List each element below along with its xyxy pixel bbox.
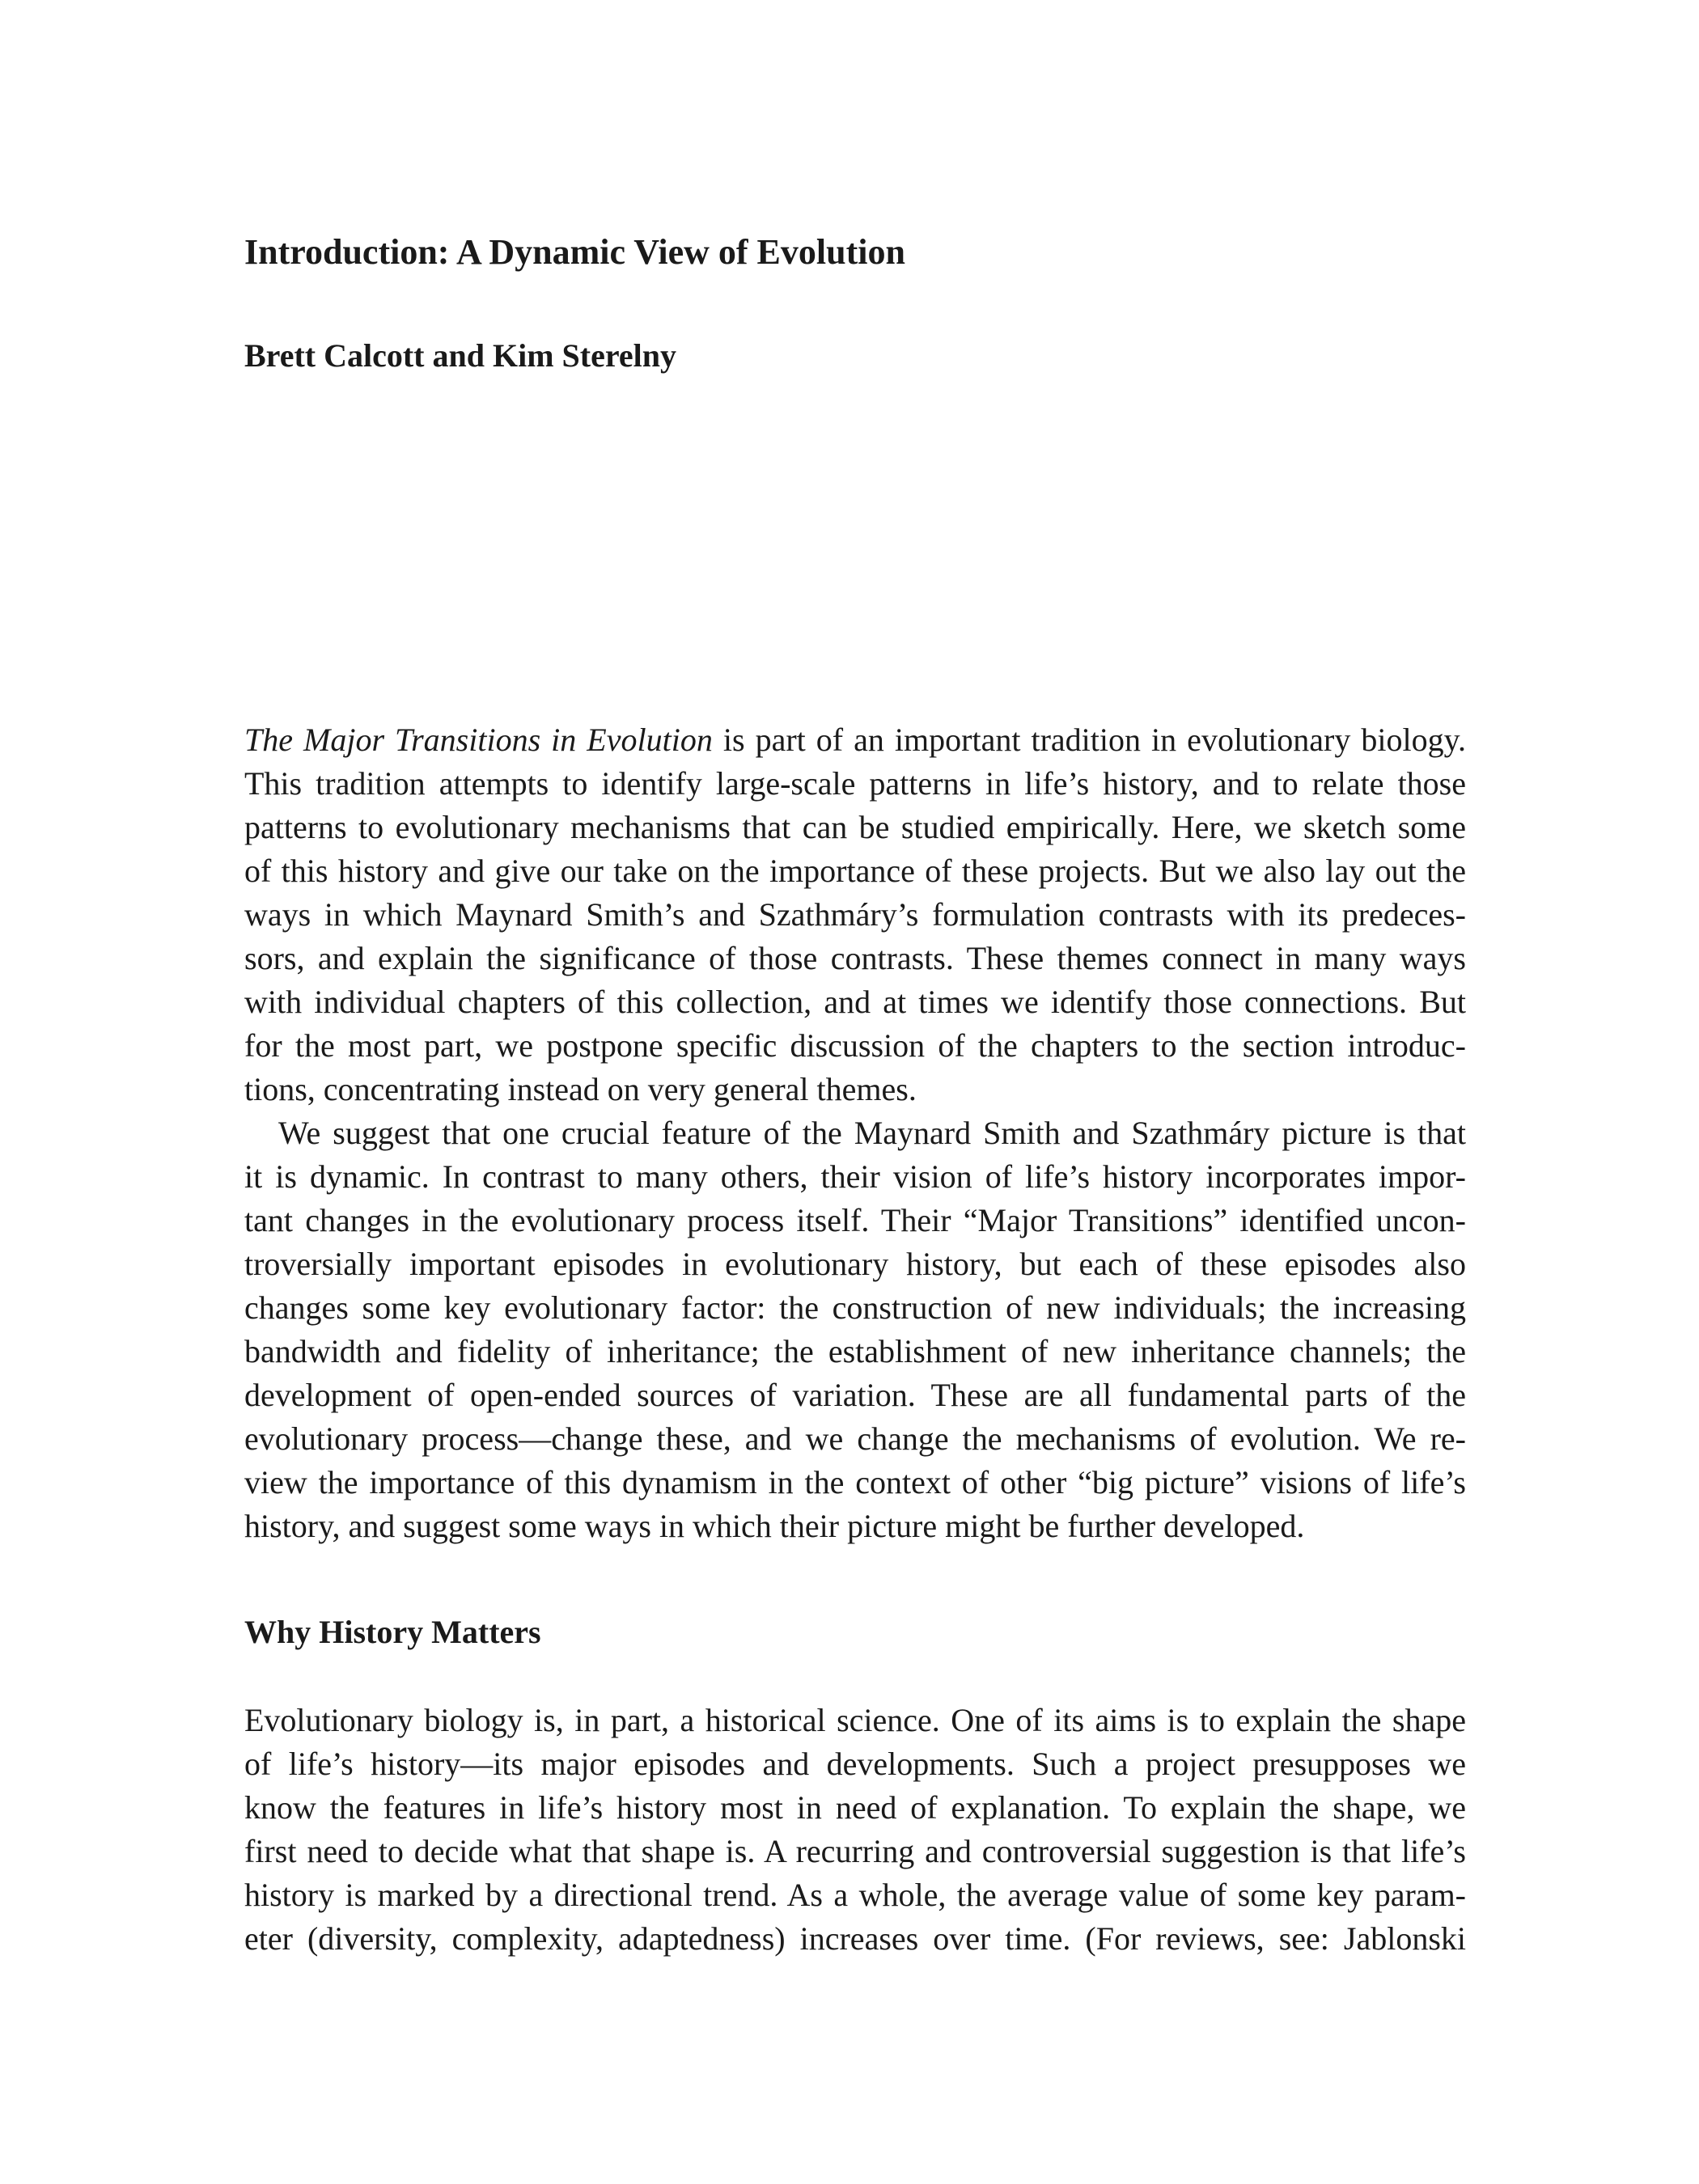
- paragraph-line: first need to decide what that shape is. A recurring and controversial suggestion is that life’s: [244, 1833, 1466, 1869]
- paragraph-line: evolutionary process—change these, and we change the mechanisms of evolution. We re-: [244, 1420, 1466, 1457]
- paragraph-line: This tradition attempts to identify large-scale patterns in life’s history, and to relate those: [244, 765, 1466, 802]
- paragraph-line-text: is part of an important tradition in evolutionary biology.: [712, 722, 1467, 758]
- section-heading: Why History Matters: [244, 1614, 541, 1650]
- paragraph-line: view the importance of this dynamism in the context of other “big picture” visions of life’s: [244, 1464, 1466, 1500]
- paragraph-line: ways in which Maynard Smith’s and Szathmáry’s formulation contrasts with its predeces-: [244, 896, 1466, 933]
- paragraph-line: it is dynamic. In contrast to many others, their vision of life’s history incorporates impor-: [244, 1158, 1466, 1195]
- paragraph-line: of this history and give our take on the importance of these projects. But we also lay out the: [244, 853, 1466, 889]
- paragraph-line: We suggest that one crucial feature of the Maynard Smith and Szathmáry picture is that: [278, 1115, 1466, 1151]
- paragraph-line: Evolutionary biology is, in part, a historical science. One of its aims is to explain the shape: [244, 1702, 1466, 1738]
- paragraph-line: eter (diversity, complexity, adaptedness) increases over time. (For reviews, see: Jablonski: [244, 1920, 1466, 1957]
- paragraph-line: with individual chapters of this collection, and at times we identify those connections. But: [244, 984, 1466, 1020]
- paragraph-line: history, and suggest some ways in which their picture might be further developed.: [244, 1508, 1305, 1544]
- chapter-title: Introduction: A Dynamic View of Evolution: [244, 232, 905, 272]
- paragraph-line: development of open-ended sources of variation. These are all fundamental parts of the: [244, 1377, 1466, 1413]
- paragraph-line: history is marked by a directional trend. As a whole, the average value of some key param-: [244, 1877, 1466, 1913]
- paragraph-line: tant changes in the evolutionary process itself. Their “Major Transitions” identified uncon-: [244, 1202, 1466, 1238]
- chapter-authors: Brett Calcott and Kim Sterelny: [244, 337, 677, 374]
- paragraph-line: changes some key evolutionary factor: the construction of new individuals; the increasing: [244, 1289, 1466, 1326]
- paragraph-line: know the features in life’s history most in need of explanation. To explain the shape, we: [244, 1789, 1466, 1826]
- paragraph-line: patterns to evolutionary mechanisms that can be studied empirically. Here, we sketch some: [244, 809, 1466, 845]
- paragraph-line: of life’s history—its major episodes and developments. Such a project presupposes we: [244, 1746, 1466, 1782]
- paragraph-line: for the most part, we postpone specific discussion of the chapters to the section introduc-: [244, 1027, 1466, 1064]
- book-title-italic: The Major Transitions in Evolution: [244, 722, 713, 758]
- paragraph-line: [244, 718, 1466, 762]
- paragraph-1: [244, 718, 1466, 1111]
- paragraph-line: sors, and explain the significance of those contrasts. These themes connect in many ways: [244, 940, 1466, 976]
- paragraph-line: troversially important episodes in evolutionary history, but each of these episodes also: [244, 1246, 1466, 1282]
- paragraph-line: tions, concentrating instead on very general themes.: [244, 1071, 917, 1107]
- paragraph-3: [244, 1699, 1466, 1961]
- paragraph-line: bandwidth and fidelity of inheritance; the establishment of new inheritance channels; the: [244, 1333, 1466, 1369]
- paragraph-2: [244, 1111, 1466, 1548]
